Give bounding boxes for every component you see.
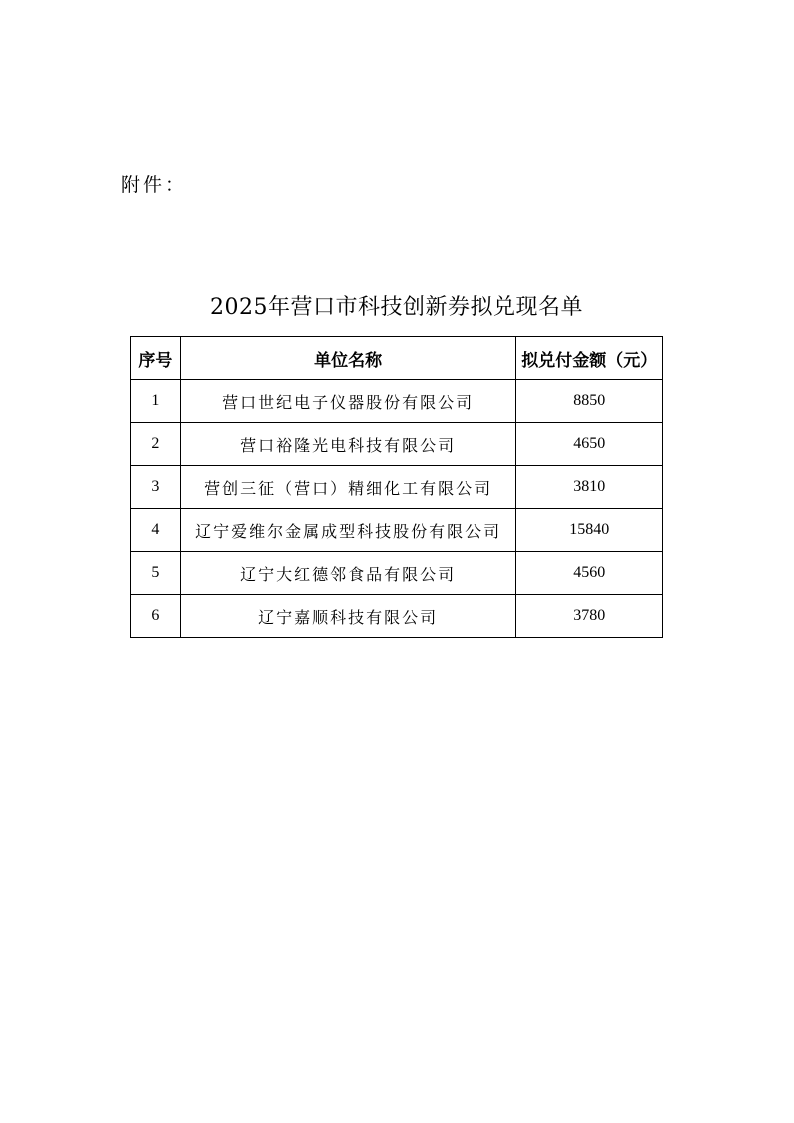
redemption-table — [130, 336, 663, 638]
row-serial-number: 4 — [131, 509, 181, 552]
row-amount: 3780 — [516, 595, 663, 638]
header-amount: 拟兑付金额（元） — [516, 337, 663, 380]
row-company-name: 辽宁嘉顺科技有限公司 — [180, 595, 516, 638]
document-title: 2025年营口市科技创新券拟兑现名单 — [210, 295, 583, 320]
header-company-name: 单位名称 — [180, 337, 516, 380]
row-company-name: 辽宁爱维尔金属成型科技股份有限公司 — [180, 509, 516, 552]
table-row — [131, 423, 663, 466]
row-company-name: 营创三征（营口）精细化工有限公司 — [180, 466, 516, 509]
row-serial-number: 3 — [131, 466, 181, 509]
row-company-name: 辽宁大红德邻食品有限公司 — [180, 552, 516, 595]
row-company-name: 营口世纪电子仪器股份有限公司 — [180, 380, 516, 423]
row-serial-number: 5 — [131, 552, 181, 595]
table-row — [131, 380, 663, 423]
row-amount: 8850 — [516, 380, 663, 423]
row-serial-number: 2 — [131, 423, 181, 466]
table-row — [131, 552, 663, 595]
row-amount: 15840 — [516, 509, 663, 552]
row-company-name: 营口裕隆光电科技有限公司 — [180, 423, 516, 466]
table-row — [131, 595, 663, 638]
row-serial-number: 1 — [131, 380, 181, 423]
attachment-label: 附件： — [121, 174, 188, 196]
table-header-row — [131, 337, 663, 380]
table-row — [131, 509, 663, 552]
row-amount: 4560 — [516, 552, 663, 595]
table-row — [131, 466, 663, 509]
row-amount: 4650 — [516, 423, 663, 466]
row-serial-number: 6 — [131, 595, 181, 638]
header-serial-number: 序号 — [131, 337, 181, 380]
row-amount: 3810 — [516, 466, 663, 509]
